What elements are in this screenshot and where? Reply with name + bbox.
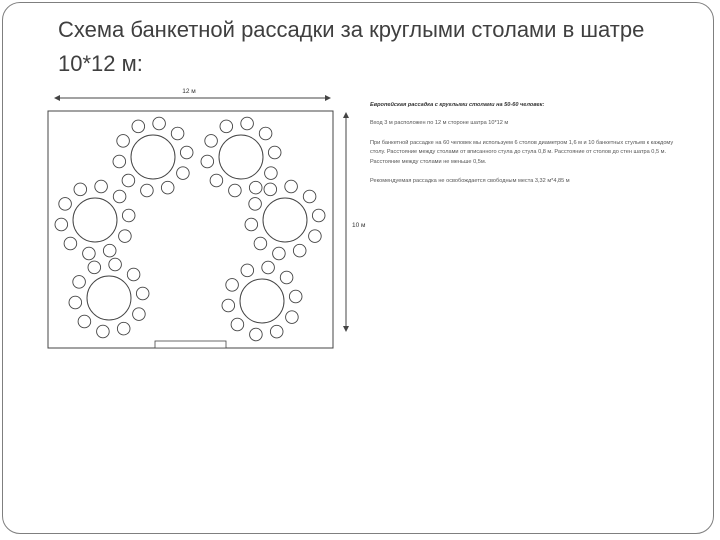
chair [153,117,166,130]
chair [69,296,82,309]
chair [180,146,193,159]
chair [88,261,101,274]
chair [78,315,91,328]
width-dimension-label: 12 м [182,88,196,95]
chair [270,325,283,338]
chair [264,183,277,196]
chair [229,184,242,197]
chair [303,190,316,203]
chair [113,155,126,168]
chair [122,174,135,187]
chair [312,209,325,222]
chair [55,218,68,231]
round-table [55,180,135,260]
height-dimension-label: 10 м [352,222,366,229]
chair [268,146,281,159]
chair [117,322,130,335]
chair [119,230,132,243]
chair [122,209,135,222]
chair [205,135,218,148]
chair [259,127,272,140]
tables-group [55,117,325,341]
chair [254,237,267,250]
chair [286,311,299,324]
chair [103,244,116,257]
chair [262,261,275,274]
table-top [73,198,117,242]
entrance [155,341,226,348]
chair [132,120,145,133]
chair [222,299,235,312]
table-top [263,198,307,242]
chair [127,268,140,281]
chair [289,290,302,303]
chair [117,135,130,148]
chair [59,198,72,211]
chair [285,180,298,193]
chair [249,181,262,194]
chair [161,181,174,194]
chair [293,244,306,257]
chair [280,271,293,284]
chair [309,230,322,243]
chair [109,258,122,271]
chair [171,127,184,140]
chair [136,287,149,300]
notes-line-2: При банкетной рассадке на 60 человек мы используем 6 столов диаметром 1,6 м и 10 банкетных стульев к каждому столу. Расстояние между столами от вписанного стула до стула 0,8 м. Расстояние от столов до стен шатра 0,5 м. Расстояние между столами не меньше 0,5м. [370,139,674,165]
chair [201,155,214,168]
chair [210,174,223,187]
round-table [69,258,149,338]
table-top [219,135,263,179]
round-table [222,261,302,341]
chair [265,167,278,180]
chair [73,276,86,289]
chair [64,237,77,250]
chair [83,247,96,260]
table-top [240,279,284,323]
chair [133,308,146,321]
chair [249,198,262,211]
chair [241,264,254,277]
slide-title: Схема банкетной рассадки за круглыми столами в шатре 10*12 м: [58,17,645,76]
chair [97,325,110,338]
notes-block [370,101,690,197]
chair [226,279,239,292]
chair [273,247,286,260]
notes-line-1: Вход 3 м расположен по 12 м стороне шатра 10*12 м [370,120,509,126]
chair [141,184,154,197]
chair [245,218,258,231]
chair [113,190,126,203]
notes-line-3: Рекомендуемая рассадка не освобождается свободным места 3,32 м*4,85 м [370,178,570,184]
chair [95,180,108,193]
notes-heading: Европейская рассадка с круглыми столами на 50-60 человек: [370,102,545,108]
chair [220,120,233,133]
table-top [87,276,131,320]
chair [177,167,190,180]
chair [250,328,263,341]
table-top [131,135,175,179]
chair [241,117,254,130]
chair [231,318,244,331]
round-table [113,117,193,197]
chair [74,183,87,196]
